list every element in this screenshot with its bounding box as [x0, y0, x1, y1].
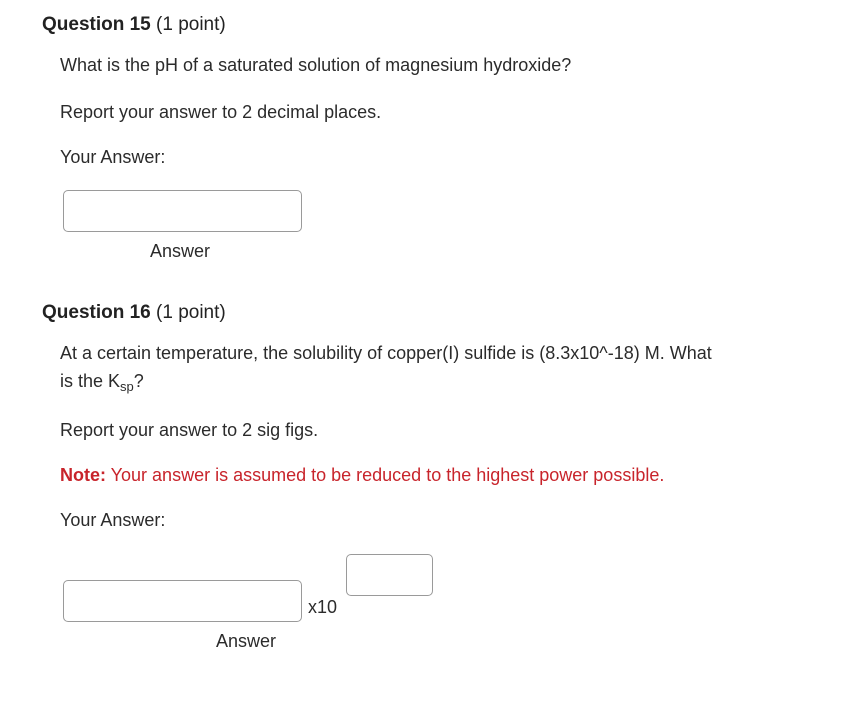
- ksp-prefix: is the K: [60, 371, 121, 391]
- question-15-answer-caption: Answer: [150, 241, 211, 261]
- question-16-answer-caption: Answer: [216, 631, 277, 651]
- question-15-points: (1 point): [156, 14, 226, 35]
- question-16-prompt-line2: [60, 371, 144, 392]
- question-15-your-answer-label: Your Answer:: [60, 147, 166, 167]
- times-ten-label: x10: [308, 597, 338, 617]
- question-16-your-answer-label: Your Answer:: [60, 510, 166, 530]
- ksp-subscript: sp: [120, 379, 134, 394]
- question-16-exponent-input[interactable]: [346, 554, 433, 596]
- question-16-title: Question 16: [42, 302, 151, 323]
- ksp-suffix: ?: [133, 371, 144, 391]
- question-15-prompt: What is the pH of a saturated solution of magnesium hydroxide?: [60, 55, 572, 75]
- question-16-header: [42, 302, 226, 324]
- question-16-prompt-line1: At a certain temperature, the solubility of copper(I) sulfide is (8.3x10^-18) M. What: [60, 343, 712, 363]
- question-16-mantissa-input[interactable]: [63, 580, 302, 622]
- question-15-answer-input[interactable]: [63, 190, 302, 232]
- question-15-title: Question 15: [42, 14, 151, 35]
- question-16-note: [60, 465, 664, 486]
- note-label: Note:: [60, 465, 106, 485]
- question-16-points: (1 point): [156, 302, 226, 323]
- question-15-instruction: Report your answer to 2 decimal places.: [60, 102, 382, 122]
- question-15-header: [42, 14, 226, 36]
- question-16-instruction: Report your answer to 2 sig figs.: [60, 420, 319, 440]
- note-text: Your answer is assumed to be reduced to the highest power possible.: [106, 465, 665, 485]
